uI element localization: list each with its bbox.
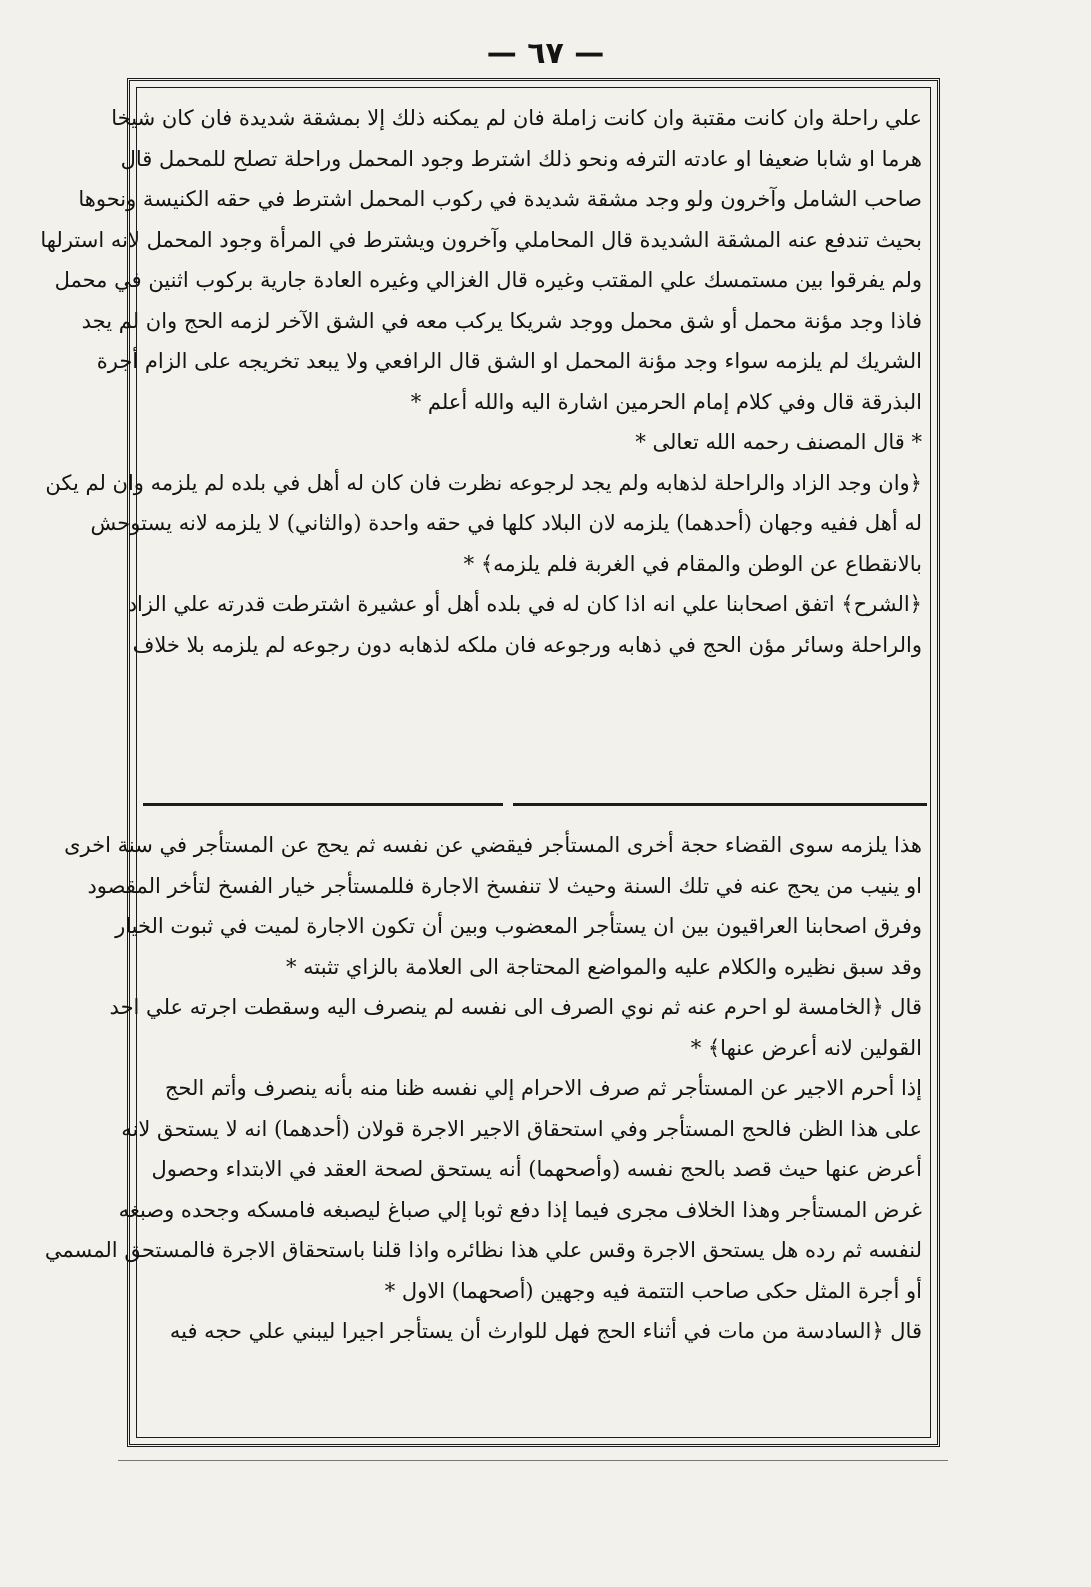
main-text-line: فاذا وجد مؤنة محمل أو شق محمل ووجد شريكا يركب معه في الشق الآخر لزمه الحج وان لم يجد bbox=[81, 308, 922, 333]
commentary-text-line: إذا أحرم الاجير عن المستأجر ثم صرف الاحرام إلي نفسه ظنا منه بأنه ينصرف وأتم الحج bbox=[164, 1076, 922, 1100]
main-text-line: الشريك لم يلزمه سواء وجد مؤنة المحمل او الشق قال الرافعي ولا يبعد تخريجه على الزام أجرة bbox=[96, 349, 922, 373]
main-text-line: بالانقطاع عن الوطن والمقام في الغربة فلم يلزمه﴾ * bbox=[463, 551, 922, 576]
commentary-text-line: وقد سبق نظيره والكلام عليه والمواضع المحتاجة الى العلامة بالزاي تثبته * bbox=[285, 954, 922, 979]
commentary-text-block bbox=[44, 825, 922, 1352]
bottom-rule bbox=[118, 1460, 948, 1461]
section-separator bbox=[143, 803, 927, 806]
commentary-text-line: القولين لانه أعرض عنها﴾ * bbox=[690, 1035, 922, 1060]
separator-gap bbox=[503, 800, 513, 809]
main-text-line: ولم يفرقوا بين مستمسك علي المقتب وغيره قال الغزالي وغيره العادة جارية بركوب اثنين في محمل bbox=[54, 268, 922, 292]
commentary-text-line: أعرض عنها حيث قصد بالحج نفسه (وأصحهما) أنه يستحق لصحة العقد في الابتداء وحصول bbox=[151, 1157, 922, 1181]
main-text-line: علي راحلة وان كانت مقتبة وان كانت زاملة فان لم يمكنه ذلك إلا بمشقة شديدة فان كان شيخا bbox=[111, 106, 922, 130]
main-text-line: هرما او شابا ضعيفا او عادته الترفه ونحو ذلك اشترط وجود المحمل وراحلة تصلح للمحمل قال bbox=[120, 146, 922, 171]
main-text-line: * قال المصنف رحمه الله تعالى * bbox=[635, 430, 922, 454]
commentary-text-line: لنفسه ثم رده هل يستحق الاجرة وقس علي هذا نظائره واذا قلنا باستحقاق الاجرة فالمستحق المسمي bbox=[44, 1238, 922, 1262]
main-text-block bbox=[40, 98, 922, 665]
commentary-text-line: او ينيب من يحج عنه في تلك السنة وحيث لا تنفسخ الاجارة فللمستأجر خيار الفسخ لتأخر المقصود bbox=[87, 873, 922, 898]
commentary-text-line: هذا يلزمه سوى القضاء حجة أخرى المستأجر فيقضي عن نفسه ثم يحج عن المستأجر في سنة اخرى bbox=[64, 833, 922, 857]
commentary-text-line: وفرق اصحابنا العراقيون بين ان يستأجر المعضوب وبين أن تكون الاجارة لميت في ثبوت الخيار bbox=[115, 914, 922, 938]
main-text-line: ﴿وان وجد الزاد والراحلة لذهابه ولم يجد لرجوعه نظرت فان كان له أهل في بلده لم يلزمه وان لم يكن bbox=[45, 470, 922, 495]
commentary-text-line: غرض المستأجر وهذا الخلاف مجرى فيما إذا دفع ثوبا إلي صباغ ليصبغه فامسكه وجحده وصبغه bbox=[118, 1197, 922, 1222]
main-text-line: صاحب الشامل وآخرون ولو وجد مشقة شديدة في ركوب المحمل اشترط في حقه الكنيسة ونحوها bbox=[78, 187, 922, 211]
commentary-text-line: قال ﴿السادسة من مات في أثناء الحج فهل للوارث أن يستأجر اجيرا ليبني علي حجه فيه bbox=[169, 1319, 922, 1343]
commentary-text-line: على هذا الظن فالحج المستأجر وفي استحقاق الاجير الاجرة قولان (أحدهما) انه لا يستحق لانه bbox=[121, 1116, 922, 1141]
commentary-text-line: أو أجرة المثل حكى صاحب التتمة فيه وجهين (أصحهما) الاول * bbox=[384, 1278, 922, 1303]
main-text-line: البذرقة قال وفي كلام إمام الحرمين اشارة اليه والله أعلم * bbox=[410, 389, 922, 414]
commentary-text-line: قال ﴿الخامسة لو احرم عنه ثم نوي الصرف الى نفسه لم ينصرف اليه وسقطت اجرته علي احد bbox=[109, 995, 922, 1019]
main-text-line: والراحلة وسائر مؤن الحج في ذهابه ورجوعه فان ملكه لذهابه دون رجوعه لم يلزمه بلا خلاف bbox=[132, 632, 922, 657]
main-text-line: ﴿الشرح﴾ اتفق اصحابنا علي انه اذا كان له في بلده أهل أو عشيرة اشترطت قدرته علي الزاد bbox=[127, 592, 922, 616]
main-text-line: بحيث تندفع عنه المشقة الشديدة قال المحاملي وآخرون ويشترط في المرأة وجود المحمل لانه استرلها bbox=[40, 227, 922, 252]
main-text-line: له أهل ففيه وجهان (أحدهما) يلزمه لان البلاد كلها في حقه واحدة (والثاني) لا يلزمه لانه يستوحش bbox=[90, 511, 922, 535]
page-number: — ٦٧ — bbox=[486, 36, 605, 71]
